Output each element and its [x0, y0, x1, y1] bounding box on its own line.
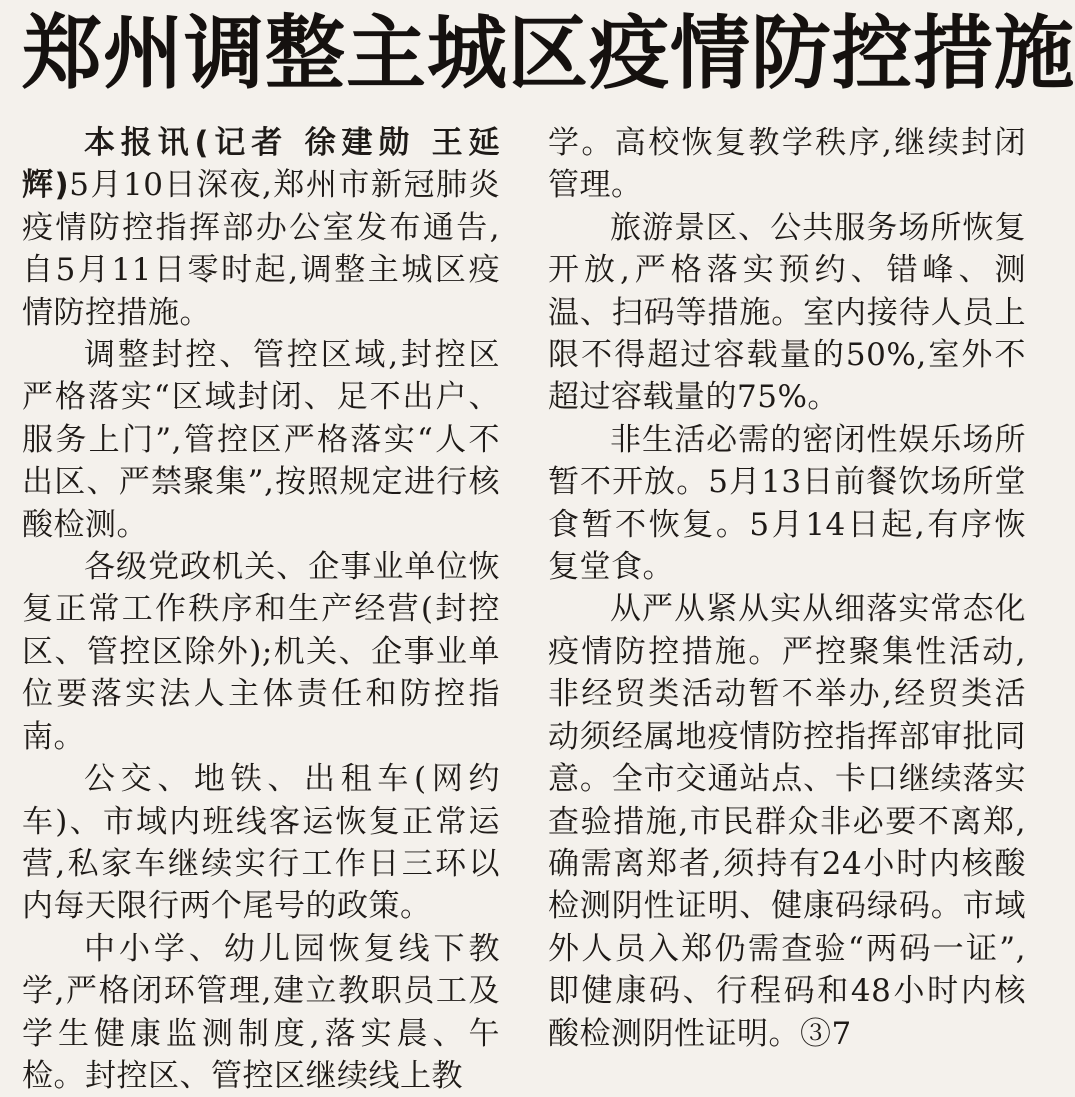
article-column-left: [22, 122, 500, 1097]
paragraph-control-zones: 调整封控、管控区域,封控区严格落实“区域封闭、足不出户、服务上门”,管控区严格落实“人不出区、严禁聚集”,按照规定进行核酸检测。: [22, 337, 500, 543]
paragraph-normalized-control: 从严从紧从实从细落实常态化疫情防控措施。严控聚集性活动,非经贸类活动暂不举办,经贸类活动须经属地疫情防控指挥部审批同意。全市交通站点、卡口继续落实查验措施,市民群众非必要不离郑,确需离郑者,须持有24小时内核酸检测阴性证明、健康码绿码。市域外人员入郑仍需查验“两码一证”,即健康码、行程码和48小时内核酸检测阴性证明。③7: [548, 591, 1026, 1052]
paragraph-schools-continued: 学。高校恢复教学秩序,继续封闭管理。: [548, 125, 1026, 204]
paragraph-entertainment: 非生活必需的密闭性娱乐场所暂不开放。5月13日前餐饮场所堂食暂不恢复。5月14日起,有序恢复堂食。: [548, 421, 1026, 586]
paragraph-work-order: 各级党政机关、企事业单位恢复正常工作秩序和生产经营(封控区、管控区除外);机关、企事业单位要落实法人主体责任和防控指南。: [22, 549, 500, 755]
article-column-right: [548, 122, 1026, 1055]
lead-paragraph: [22, 122, 500, 334]
paragraph-transport: 公交、地铁、出租车(网约车)、市域内班线客运恢复正常运营,私家车继续实行工作日三环以内每天限行两个尾号的政策。: [22, 761, 500, 925]
paragraph-schools: 中小学、幼儿园恢复线下教学,严格闭环管理,建立教职员工及学生健康监测制度,落实晨、午检。封控区、管控区继续线上教: [22, 930, 500, 1094]
lead-text: 5月10日深夜,郑州市新冠肺炎疫情防控指挥部办公室发布通告,自5月11日零时起,调整主城区疫情防控措施。: [22, 167, 501, 331]
headline: 郑州调整主城区疫情防控措施: [22, 7, 1075, 100]
byline: 本报讯(记者 徐建勋 王延辉): [22, 125, 500, 204]
paragraph-tourism: 旅游景区、公共服务场所恢复开放,严格落实预约、错峰、测温、扫码等措施。室内接待人员上限不得超过容载量的50%,室外不超过容载量的75%。: [548, 209, 1026, 416]
